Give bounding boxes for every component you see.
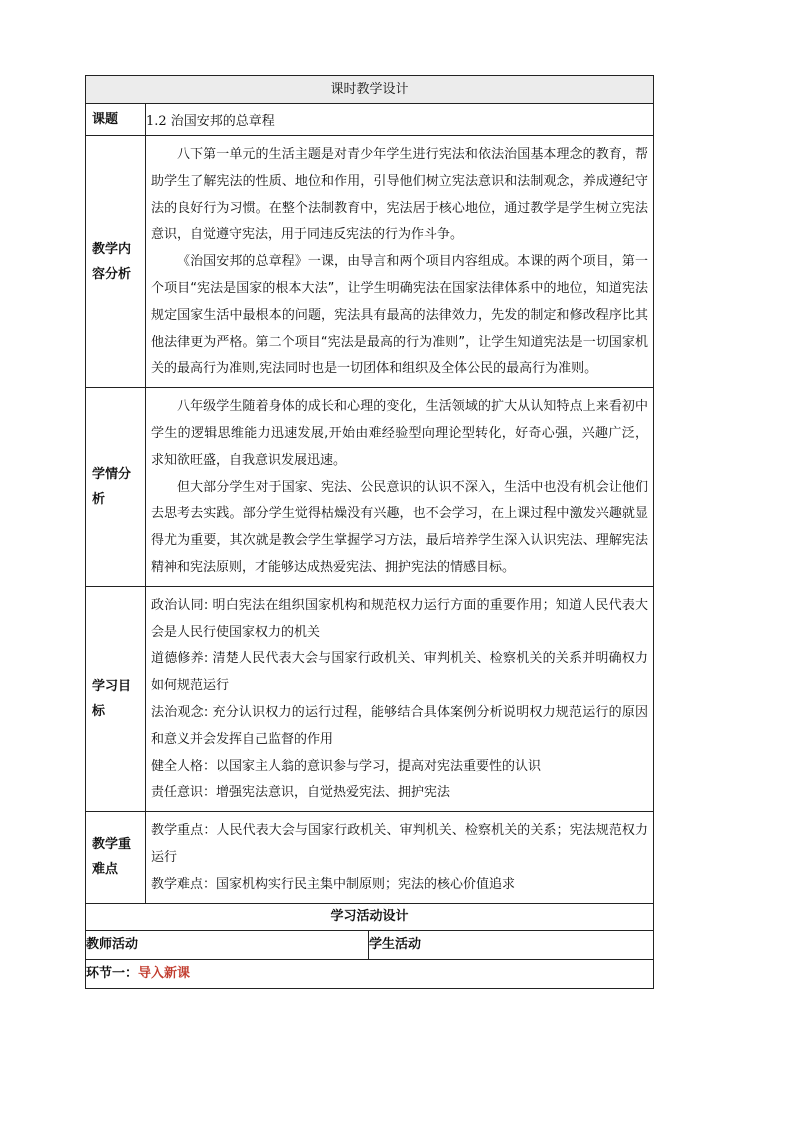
subject-value: 1.2 治国安邦的总章程 [146, 104, 654, 136]
step-name: 导入新课 [138, 965, 191, 981]
step-prefix: 环节一： [86, 965, 139, 981]
key-points-body [146, 812, 654, 903]
content-analysis-label [86, 136, 146, 388]
teacher-activity-header: 教师活动 [86, 930, 369, 959]
learning-goal-item: 政治认同: 明白宪法在组织国家机构和规范权力运行方面的重要作用；知道人民代表大会是人民行使国家权力的机关 [151, 597, 649, 640]
content-analysis-paragraph: 《治国安邦的总章程》一课，由导言和两个项目内容组成。本课的两个项目，第一个项目“宪法是国家的根本大法”，让学生明确宪法在国家法律体系中的地位，知道宪法规定国家生活中最根本的问题，宪法具有最高的法律效力，先发的制定和修改程序比其他法律更为严格。第二个项目“宪法是最高的行为准则”，让学生知道宪法是一切国家机关的最高行为准则,宪法同时也是一切团体和组织及全体公民的最高行为准则。 [151, 254, 649, 377]
learning-goal-item: 健全人格：以国家主人翁的意识参与学习，提高对宪法重要性的认识 [151, 758, 542, 774]
content-analysis-label-line1: 教学内 [92, 241, 132, 257]
learning-goals-row [86, 586, 654, 811]
learning-goal-item: 责任意识：增强宪法意识，自觉热爱宪法、拥护宪法 [151, 785, 451, 801]
subject-label: 课题 [86, 104, 146, 136]
learner-analysis-paragraph: 八年级学生随着身体的成长和心理的变化，生活领域的扩大从认知特点上来看初中学生的逻辑思维能力迅速发展,开始由难经验型向理论型转化，好奇心强，兴趣广泛，求知欲旺盛，自我意识发展迅速。 [151, 399, 649, 468]
lesson-plan-table [85, 75, 654, 989]
content-analysis-label-line2: 容分析 [92, 266, 132, 282]
learner-analysis-label [86, 388, 146, 587]
key-points-label-line1: 教学重 [92, 837, 132, 853]
learning-goals-label-line1: 学习目 [92, 678, 132, 694]
student-activity-header: 学生活动 [369, 930, 654, 959]
learner-analysis-row [86, 388, 654, 587]
learner-analysis-body [146, 388, 654, 587]
activity-columns-row [86, 930, 654, 959]
key-points-label-line2: 难点 [92, 862, 119, 878]
key-point-item: 教学难点：国家机构实行民主集中制原则；宪法的核心价值追求 [151, 876, 516, 892]
learner-analysis-paragraph: 但大部分学生对于国家、宪法、公民意识的认识不深入，生活中也没有机会让他们去思考去实践。部分学生觉得枯燥没有兴趣，也不会学习，在上课过程中激发兴趣就显得尤为重要，其次就是教会学生掌握学习方法，最后培养学生深入认识宪法、理解宪法精神和宪法原则，才能够达成热爱宪法、拥护宪法的情感目标。 [151, 479, 649, 575]
content-analysis-body [146, 136, 654, 388]
table-title: 课时教学设计 [86, 76, 654, 104]
learning-goals-label-line2: 标 [92, 703, 106, 719]
learner-analysis-label-line1: 学情分 [92, 466, 132, 482]
learner-analysis-label-line2: 析 [92, 491, 106, 507]
content-analysis-row [86, 136, 654, 388]
key-points-label [86, 812, 146, 903]
learning-goals-body [146, 586, 654, 811]
subject-row [86, 104, 654, 136]
table-title-row [86, 76, 654, 104]
key-point-item: 教学重点：人民代表大会与国家行政机关、审判机关、检察机关的关系；宪法规范权力运行 [151, 823, 649, 865]
lesson-plan-page [85, 75, 653, 989]
step-one-row [86, 959, 654, 988]
activity-design-title: 学习活动设计 [86, 903, 654, 930]
content-analysis-paragraph: 八下第一单元的生活主题是对青少年学生进行宪法和依法治国基本理念的教育，帮助学生了解宪法的性质、地位和作用，引导他们树立宪法意识和法制观念，养成遵纪守法的良好行为习惯。在整个法制教育中，宪法居于核心地位，通过教学是学生树立宪法意识，自觉遵守宪法，用于同违反宪法的行为作斗争。 [151, 147, 649, 243]
learning-goal-item: 道德修养: 清楚人民代表大会与国家行政机关、审判机关、检察机关的关系并明确权力如何规范运行 [151, 651, 649, 694]
learning-goal-item: 法治观念: 充分认识权力的运行过程，能够结合具体案例分析说明权力规范运行的原因和意义并会发挥自己监督的作用 [151, 704, 649, 747]
activity-design-header-row [86, 903, 654, 930]
step-one-cell [86, 959, 654, 988]
learning-goals-label [86, 586, 146, 811]
key-points-row [86, 812, 654, 903]
